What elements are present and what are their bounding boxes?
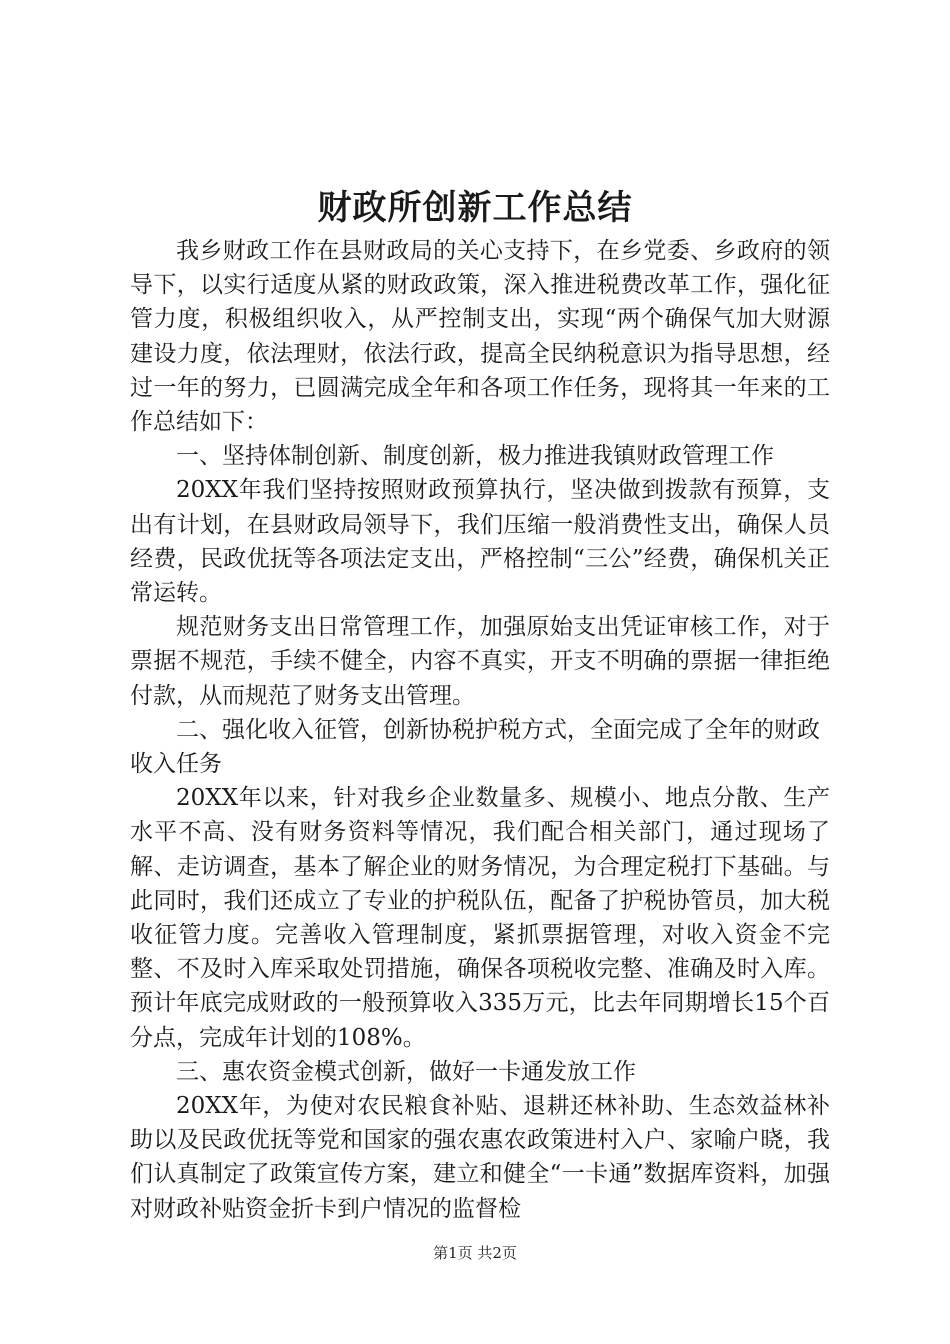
page-number-footer: 第1页 共2页 (433, 1244, 517, 1262)
body-paragraph: 20XX年以来，针对我乡企业数量多、规模小、地点分散、生产水平不高、没有财务资料等情况，我们配合相关部门，通过现场了解、走访调查，基本了解企业的财务情况，为合理定税打下基础。与此同时，我们还成立了专业的护税队伍，配备了护税协管员，加大税收征管力度。完善收入管理制度，紧抓票据管理，对收入资金不完整、不及时入库采取处罚措施，确保各项税收完整、准确及时入库。预计年底完成财政的一般预算收入335万元，比去年同期增长15个百分点，完成年计划的108%。 (130, 785, 830, 1051)
body-paragraph: 20XX年，为使对农民粮食补贴、退耕还林补助、生态效益林补助以及民政优抚等党和国家的强农惠农政策进村入户、家喻户晓，我们认真制定了政策宣传方案，建立和健全“一卡通”数据库资料，加强对财政补贴资金折卡到户情况的监督检 (130, 1093, 830, 1222)
section-heading-3: 三、惠农资金模式创新，做好一卡通发放工作 (176, 1058, 636, 1085)
section-heading-2: 二、强化收入征管，创新协税护税方式，全面完成了全年的财政收入任务 (130, 716, 820, 778)
body-paragraph: 规范财务支出日常管理工作，加强原始支出凭证审核工作，对于票据不规范，手续不健全，内容不真实，开支不明确的票据一律拒绝付款，从而规范了财务支出管理。 (130, 614, 830, 709)
section-heading-1: 一、坚持体制创新、制度创新，极力推进我镇财政管理工作 (176, 443, 774, 470)
body-paragraph: 20XX年我们坚持按照财政预算执行，坚决做到拨款有预算，支出有计划，在县财政局领导下，我们压缩一般消费性支出，确保人员经费，民政优抚等各项法定支出，严格控制“三公”经费，确保机关正常运转。 (130, 477, 830, 607)
page-title: 财政所创新工作总结 (317, 188, 633, 228)
intro-paragraph: 我乡财政工作在县财政局的关心支持下，在乡党委、乡政府的领导下，以实行适度从紧的财政政策，深入推进税费改革工作，强化征管力度，积极组织收入，从严控制支出，实现“两个确保气加大财源建设力度，依法理财，依法行政，提高全民纳税意识为指导思想，经过一年的努力，已圆满完成全年和各项工作任务，现将其一年来的工作总结如下： (130, 238, 830, 436)
document-body (130, 234, 830, 1226)
